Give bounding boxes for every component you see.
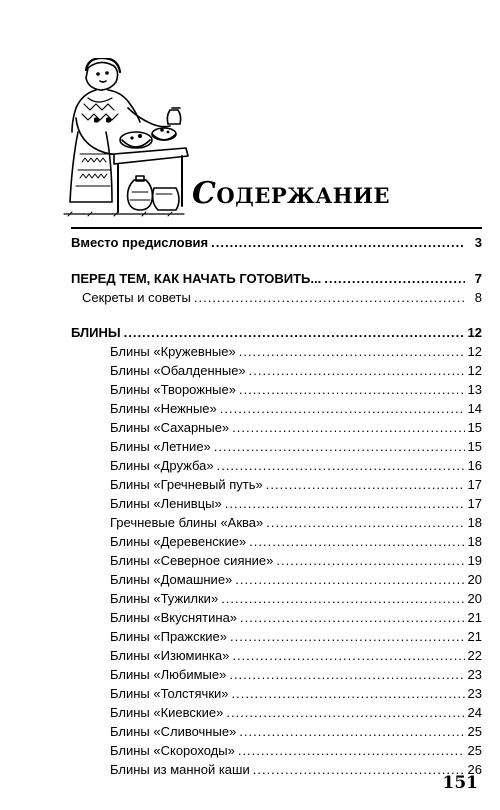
toc-entry-page: 14: [467, 401, 482, 416]
dot-leader: [221, 589, 464, 609]
toc-entry[interactable]: [110, 646, 482, 666]
toc-entry[interactable]: [110, 342, 482, 362]
dot-leader: [194, 288, 465, 308]
toc-entry[interactable]: [110, 608, 482, 628]
toc-entry-page: 12: [467, 325, 482, 340]
toc-entry[interactable]: [110, 418, 482, 438]
toc-entry[interactable]: [110, 361, 482, 381]
toc-entry-label: Блины «Домашние»: [110, 572, 233, 587]
dot-leader: [217, 456, 465, 476]
toc-entry[interactable]: [110, 627, 482, 647]
toc-entry[interactable]: [110, 760, 482, 780]
toc-entry[interactable]: [110, 665, 482, 685]
toc-entry-page: 20: [467, 572, 482, 587]
toc-entry-label: Блины «Дружба»: [110, 458, 214, 473]
toc-entry[interactable]: [82, 288, 482, 308]
toc-entry-label: Блины «Северное сияние»: [110, 553, 274, 568]
toc-entry[interactable]: [110, 741, 482, 761]
toc-entry-page: 7: [474, 271, 482, 286]
toc-section[interactable]: [71, 269, 482, 289]
dot-leader: [225, 494, 465, 514]
toc-entry-page: 26: [467, 762, 482, 777]
toc-entry-label: Блины «Гречневый путь»: [110, 477, 263, 492]
dot-leader: [249, 532, 464, 552]
toc-entry[interactable]: [110, 456, 482, 476]
toc-entry-label: Секреты и советы: [82, 290, 191, 305]
toc-entry-label: Блины «Творожные»: [110, 382, 236, 397]
dot-leader: [226, 703, 464, 723]
toc-entry-label: БЛИНЫ: [71, 325, 121, 340]
toc-entry-page: 18: [467, 515, 482, 530]
toc-entry-page: 13: [467, 382, 482, 397]
toc-entry-label: Гречневые блины «Аква»: [110, 515, 264, 530]
dot-leader: [229, 665, 464, 685]
toc-entry-page: 8: [474, 290, 482, 305]
dot-leader: [211, 233, 465, 253]
toc-entry-label: Блины «Сливочные»: [110, 724, 237, 739]
dot-leader: [240, 608, 465, 628]
dot-leader: [266, 513, 464, 533]
toc-entry-label: Блины «Скороходы»: [110, 743, 235, 758]
toc-entry-page: 15: [467, 439, 482, 454]
toc-entry[interactable]: [110, 570, 482, 590]
toc-section[interactable]: [71, 323, 482, 343]
toc-entry-label: Блины «Пражские»: [110, 629, 228, 644]
toc-entry-label: ПЕРЕД ТЕМ, КАК НАЧАТЬ ГОТОВИТЬ...: [71, 271, 322, 286]
toc-entry-page: 17: [467, 477, 482, 492]
toc-entry-label: Блины «Киевские»: [110, 705, 224, 720]
toc-entry-label: Блины «Деревенские»: [110, 534, 247, 549]
toc-entry[interactable]: [110, 475, 482, 495]
toc-entry-page: 23: [467, 667, 482, 682]
toc-entry-page: 24: [467, 705, 482, 720]
dot-leader: [214, 437, 465, 457]
toc-entry-page: 21: [467, 629, 482, 644]
toc-entry-page: 25: [467, 724, 482, 739]
dot-leader: [238, 741, 465, 761]
toc-entry-label: Вместо предисловия: [71, 235, 209, 250]
dot-leader: [232, 418, 464, 438]
toc-entry[interactable]: [110, 513, 482, 533]
toc-entry-label: Блины «Вкуснятина»: [110, 610, 238, 625]
toc-entry-page: 23: [467, 686, 482, 701]
dot-leader: [324, 269, 465, 289]
toc-entry[interactable]: [110, 437, 482, 457]
toc-entry-label: Блины «Летние»: [110, 439, 211, 454]
dot-leader: [232, 646, 464, 666]
toc-entry-page: 17: [467, 496, 482, 511]
toc-entry[interactable]: [110, 684, 482, 704]
page-number: 151: [442, 773, 478, 793]
title-rule: [71, 227, 482, 229]
dot-leader: [239, 380, 465, 400]
toc-entry-page: 22: [467, 648, 482, 663]
toc-entry[interactable]: [110, 722, 482, 742]
toc-entry-label: Блины «Кружевные»: [110, 344, 236, 359]
dot-leader: [276, 551, 464, 571]
toc-entry-page: 19: [467, 553, 482, 568]
cook-woman-illustration: [58, 58, 190, 220]
toc-entry-label: Блины из манной каши: [110, 762, 250, 777]
toc-entry[interactable]: [110, 380, 482, 400]
dot-leader: [249, 361, 465, 381]
dot-leader: [266, 475, 465, 495]
toc-entry-label: Блины «Ленивцы»: [110, 496, 222, 511]
toc-entry-label: Блины «Изюминка»: [110, 648, 230, 663]
toc-entry[interactable]: [110, 589, 482, 609]
toc-entry-page: 15: [467, 420, 482, 435]
toc-entry-page: 16: [467, 458, 482, 473]
toc-entry-page: 3: [474, 235, 482, 250]
toc-entry-page: 18: [467, 534, 482, 549]
page-title: [192, 176, 390, 211]
dot-leader: [232, 684, 465, 704]
toc-entry[interactable]: [110, 532, 482, 552]
dot-leader: [220, 399, 465, 419]
toc-entry-page: 20: [467, 591, 482, 606]
dot-leader: [235, 570, 464, 590]
toc-entry-page: 21: [467, 610, 482, 625]
dot-leader: [239, 722, 464, 742]
toc-entry-page: 12: [467, 363, 482, 378]
toc-entry-label: Блины «Обалденные»: [110, 363, 246, 378]
dot-leader: [239, 342, 465, 362]
toc-entry[interactable]: [110, 703, 482, 723]
toc-entry-label: Блины «Толстячки»: [110, 686, 229, 701]
toc-entry[interactable]: [110, 399, 482, 419]
dot-leader: [124, 323, 465, 343]
title-rest: ОДЕРЖАНИЕ: [216, 183, 390, 208]
toc-entry-label: Блины «Любимые»: [110, 667, 227, 682]
toc-entry-page: 12: [467, 344, 482, 359]
toc-entry-label: Блины «Нежные»: [110, 401, 217, 416]
toc-entry-label: Блины «Тужилки»: [110, 591, 219, 606]
toc-entry-label: Блины «Сахарные»: [110, 420, 230, 435]
toc-entry[interactable]: [110, 494, 482, 514]
toc-entry[interactable]: [71, 233, 482, 253]
title-initial: С: [192, 176, 217, 211]
dot-leader: [230, 627, 465, 647]
toc-entry-page: 25: [467, 743, 482, 758]
dot-leader: [253, 760, 465, 780]
toc-entry[interactable]: [110, 551, 482, 571]
